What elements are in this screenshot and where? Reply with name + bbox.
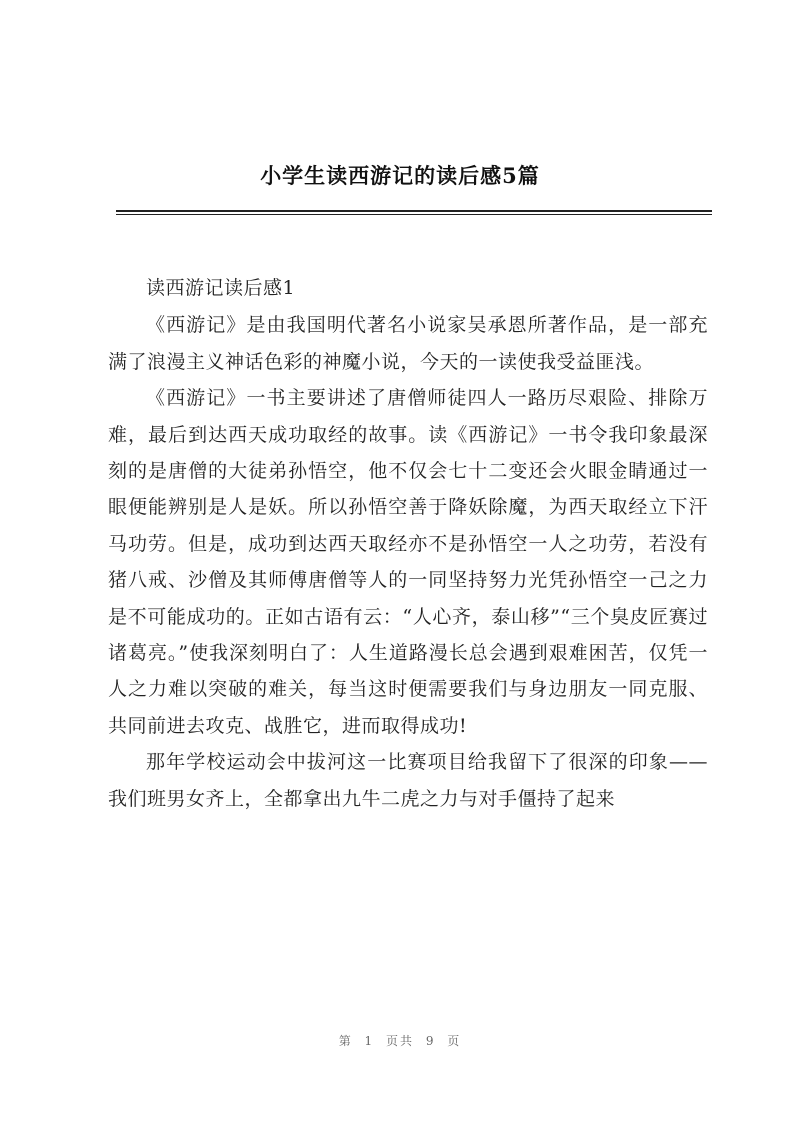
paragraph: 《西游记》是由我国明代著名小说家吴承恩所著作品，是一部充满了浪漫主义神话色彩的神魔小说，今天的一读使我受益匪浅。 [108, 314, 708, 373]
page-title: 小学生读西游记的读后感5篇 [260, 163, 540, 188]
page-number-footer: 第 1 页共 9 页 [338, 1034, 462, 1048]
title-divider [116, 210, 712, 212]
document-body [108, 270, 708, 817]
paragraph: 《西游记》一书主要讲述了唐僧师徒四人一路历尽艰险、排除万难，最后到达西天成功取经的故事。读《西游记》一书令我印象最深刻的是唐僧的大徒弟孙悟空，他不仅会七十二变还会火眼金睛通过一眼便能辨别是人是妖。所以孙悟空善于降妖除魔，为西天取经立下汗马功劳。但是，成功到达西天取经亦不是孙悟空一人之功劳，若没有猪八戒、沙僧及其师傅唐僧等人的一同坚持努力光凭孙悟空一己之力是不可能成功的。正如古语有云：“人心齐，泰山移”“三个臭皮匠赛过诸葛亮。”使我深刻明白了：人生道路漫长总会遇到艰难困苦，仅凭一人之力难以突破的难关，每当这时便需要我们与身边朋友一同克服、共同前进去攻克、战胜它，进而取得成功! [108, 387, 708, 737]
section-heading: 读西游记读后感1 [146, 277, 296, 299]
title-divider-thin [116, 214, 712, 215]
paragraph: 那年学校运动会中拔河这一比赛项目给我留下了很深的印象——我们班男女齐上，全都拿出九牛二虎之力与对手僵持了起来 [108, 751, 708, 810]
